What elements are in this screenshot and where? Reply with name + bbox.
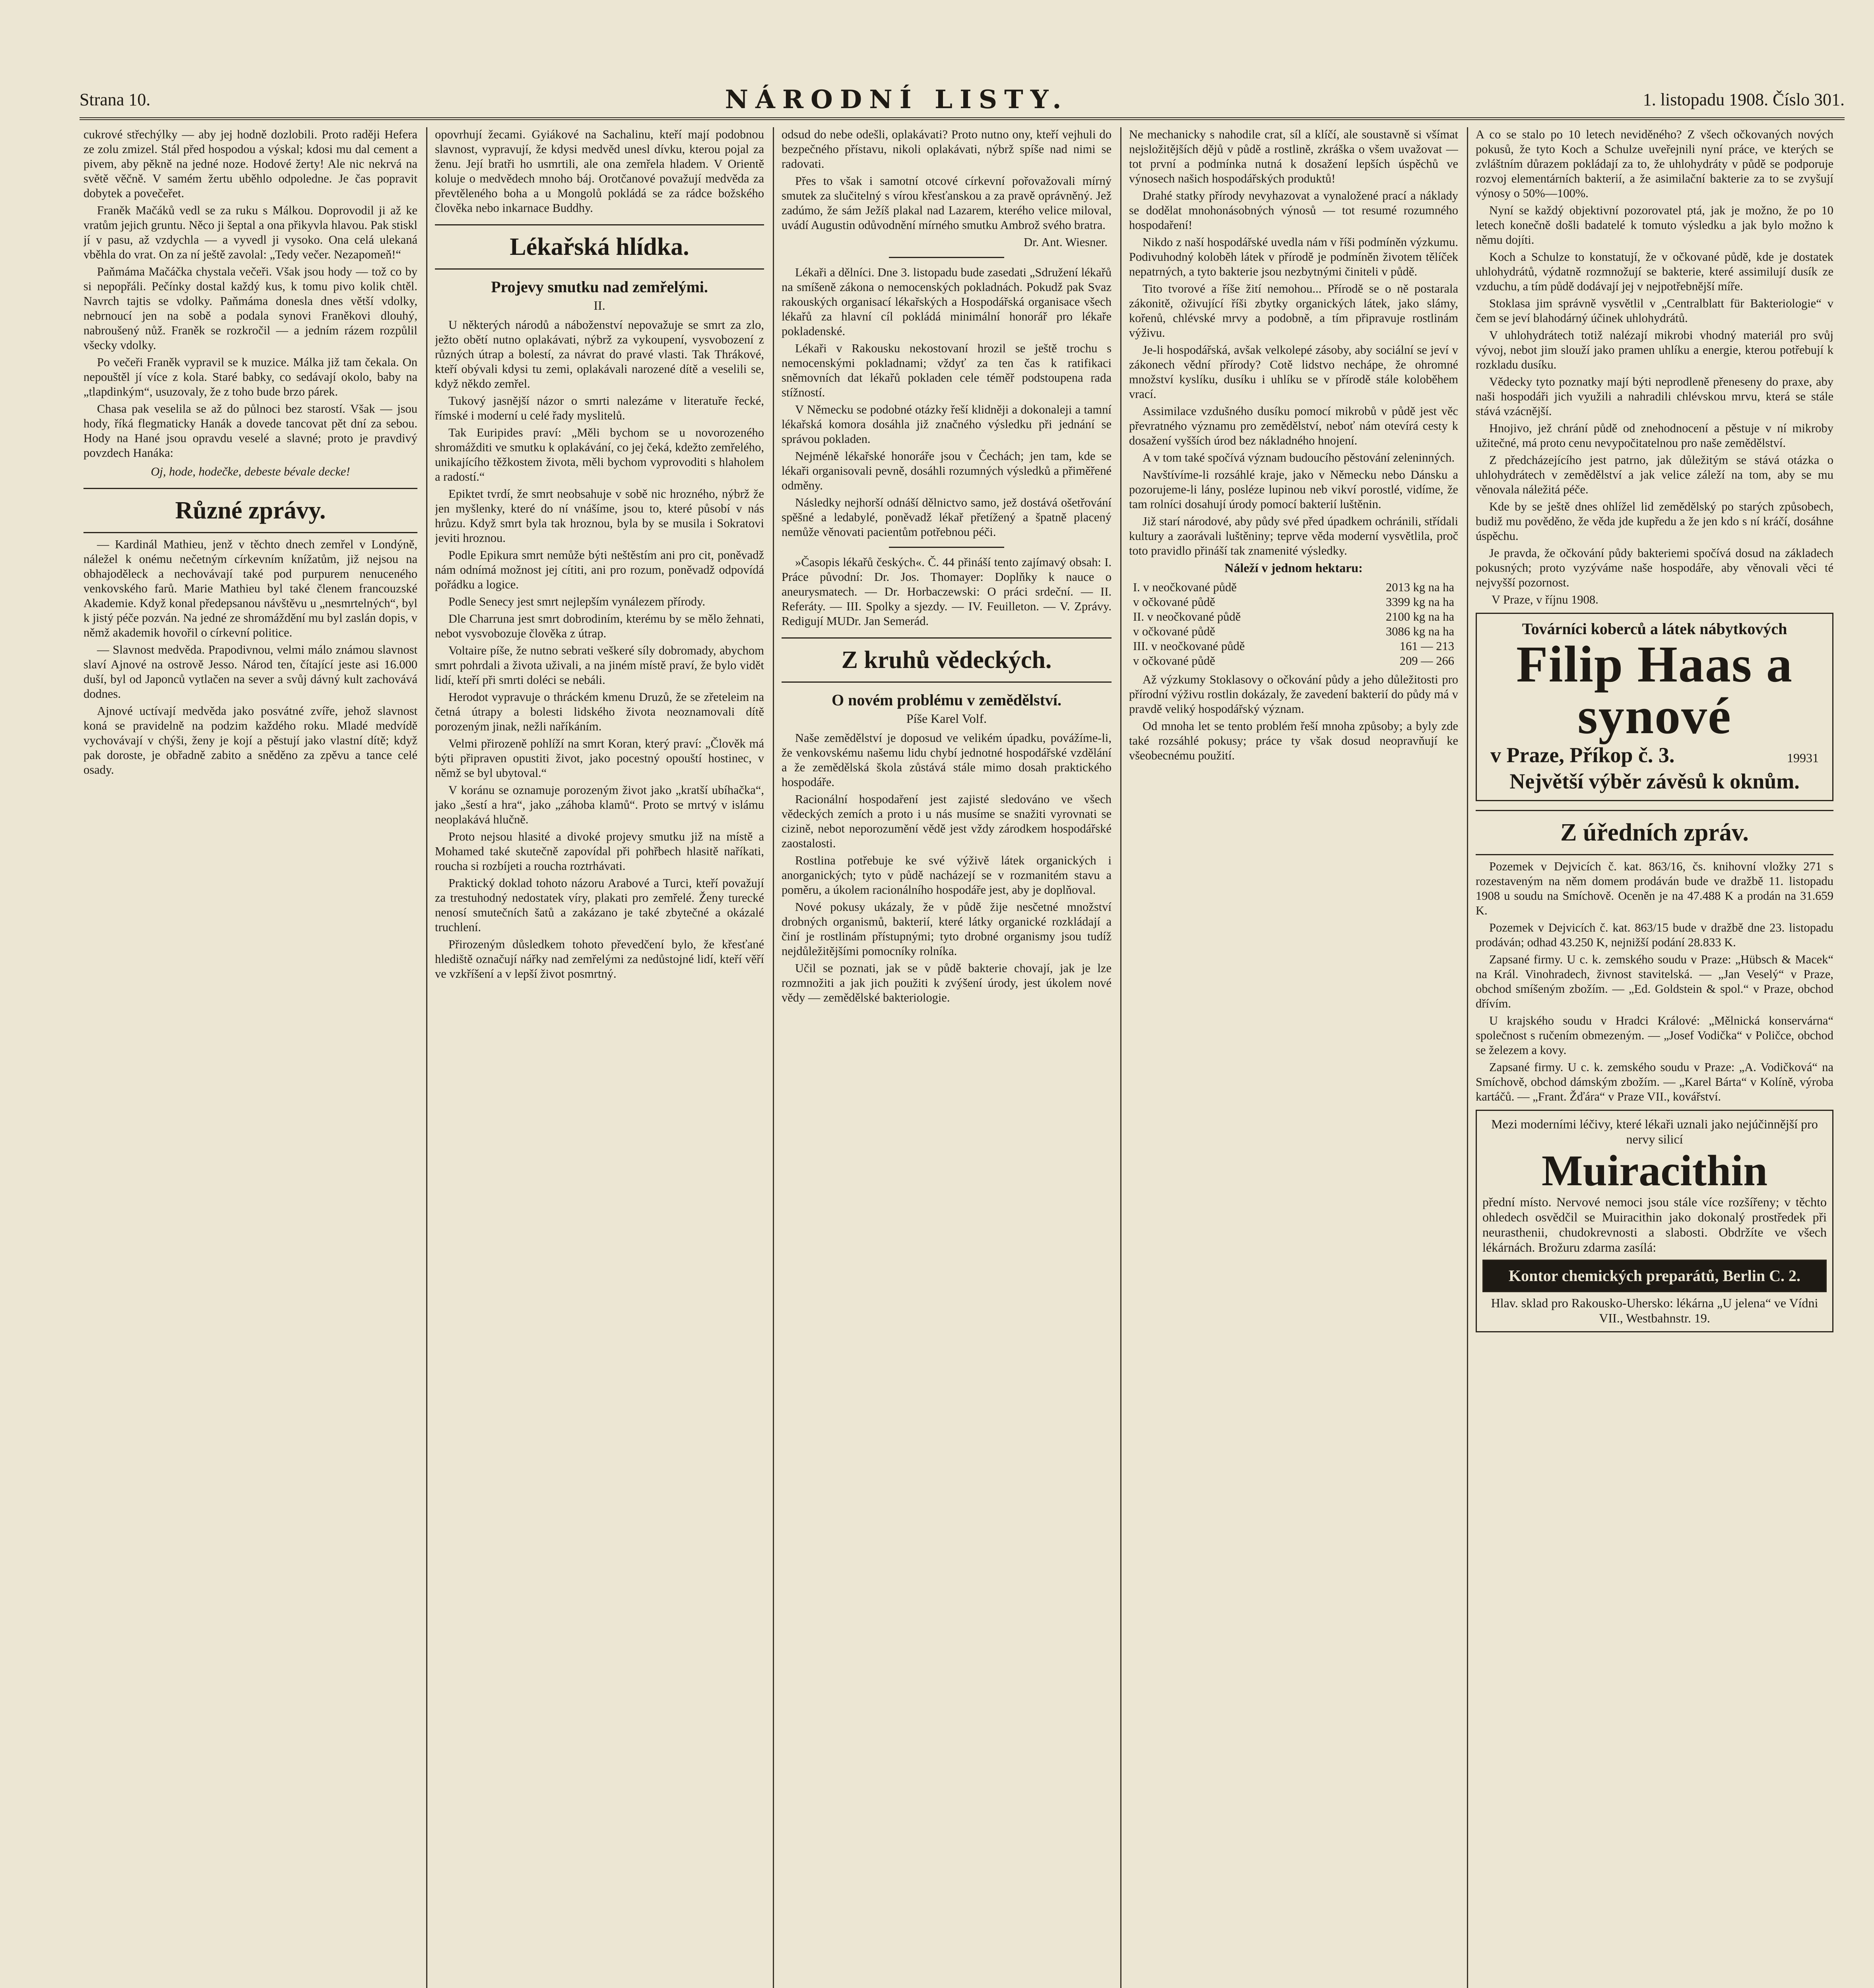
paragraph: Tukový jasnější názor o smrti nalezáme v literatuře řecké, římské i moderní u celé řady myslitelů. bbox=[435, 394, 764, 422]
paragraph: Koch a Schulze to konstatují, že v očkované půdě, kde je dostatek uhlohydrátů, výdatně rozmnožují se bakterie, které assimilují dusík ze vzduchu, a tím půdě dodávají jej v nejpotřebnější míře. bbox=[1476, 250, 1833, 293]
ad-address-row bbox=[1482, 742, 1827, 768]
official-item: Pozemek v Dejvicích č. kat. 863/15 bude v dražbě dne 23. listopadu prodáván; odhad 43.250 K, nejnižší podání 28.833 K. bbox=[1476, 921, 1833, 949]
paragraph: Naše zemědělství je doposud ve velikém úpadku, povážíme-li, že venkovskému našemu lidu chybí jednotné hospodářské vzdělání a že zemědělská škola zůstává stále mimo dosah praktického hospodáře. bbox=[782, 731, 1112, 789]
paragraph: A v tom také spočívá význam budoucího pěstování zeleninných. bbox=[1143, 451, 1455, 464]
paragraph: Nejméně lékařské honoráře jsou v Čechách; jen tam, kde se lékaři organisovali pevně, dosáhli rozumných výsledků a přiměřené odměny. bbox=[782, 449, 1112, 492]
verse: Oj, hode, hodečke, debeste bévale decke! bbox=[151, 465, 350, 478]
advertisement-muiracithin bbox=[1476, 1110, 1833, 1332]
row-label: v očkované půdě bbox=[1133, 595, 1215, 609]
row-value: 3086 kg na ha bbox=[1386, 625, 1454, 638]
table-row bbox=[1133, 595, 1454, 610]
row-label: I. v neočkované půdě bbox=[1133, 580, 1237, 594]
paragraph: Po večeři Franěk vypravil se k muzice. Málka již tam čekala. On nepouštěl jí více z kola. Staré babky, co sedávají okolo, baby na „tlapdinkým“, usuzovaly, že z toho bude brzo párek. bbox=[83, 355, 417, 398]
row-value: 2100 kg na ha bbox=[1386, 610, 1454, 623]
paragraph: Podle Senecy jest smrt nejlepším vynálezem přírody. bbox=[448, 595, 705, 608]
ad-maker: Kontor chemických preparátů, Berlin C. 2. bbox=[1508, 1267, 1801, 1285]
paragraph: Racionální hospodaření jest zajisté sledováno ve všech vědeckých zemích a proto i u nás musíme se snažiti vyrovnati se cizině, nebot neporozumění vědě jest vždy zárodkem hospodářské zaostalosti. bbox=[782, 792, 1112, 850]
yield-table bbox=[1133, 580, 1454, 668]
column-2 bbox=[435, 127, 764, 1988]
column-rule bbox=[1467, 127, 1468, 1988]
paragraph: Dle Charruna jest smrt dobrodiním, kterému by se mělo žehnati, nebot vysvobozuje člověka z útrap. bbox=[435, 612, 764, 640]
ad-depot: Hlav. sklad pro Rakousko-Uhersko: lékárna „U jelena“ ve Vídni VII., Westbahnstr. 19. bbox=[1491, 1296, 1818, 1325]
section-title-official: Z úředních zpráv. bbox=[1476, 810, 1833, 855]
paragraph: cukrové střechýlky — aby jej hodně dozlobili. Proto raději Hefera ze zolu zmizel. Stál před hospodou a výskal; kdosi mu dal cement a pivem, aby pěkně na jedné noze. Hodové žerty! Ale nic nekrvá na světě věčně. V samém žertu uběhlo odpoledne. Je čas popravit dobytek a povečeřet. bbox=[83, 128, 417, 200]
paragraph: Nové pokusy ukázaly, že v půdě žije nesčetné množství drobných organismů, bakterií, které látky organické rozkládají a činí je rostlinám přístupnými; tyto drobné organismy jsou tudíž nejdůležitějšími pomocníky rolníka. bbox=[782, 900, 1112, 958]
row-label: II. v neočkované půdě bbox=[1133, 610, 1241, 623]
official-item: Zapsané firmy. U c. k. zemského soudu v Praze: „A. Vodičková“ na Smíchově, obchod dámským zbožím. — „Karel Bárta“ v Kolíně, výroba kartáčů. — „Frant. Žďára“ v Praze VII., kovářství. bbox=[1476, 1060, 1833, 1103]
column-3 bbox=[782, 127, 1112, 1988]
author-signature: Dr. Ant. Wiesner. bbox=[1024, 235, 1108, 249]
paragraph: Navštívíme-li rozsáhlé kraje, jako v Německu nebo Dánsku a pozorujeme-li lány, posléze lupinou neb vikví porostlé, vidíme, že tam rolníci dosahují úrody pomocí bakterií luštěnin. bbox=[1129, 468, 1458, 511]
paragraph: V Německu se podobné otázky řeší klidněji a dokonaleji a tamní lékařská komora dosáhla již značného výsledku při jednání se správou pokladen. bbox=[782, 403, 1112, 446]
column-1 bbox=[83, 127, 417, 1988]
row-label: III. v neočkované půdě bbox=[1133, 639, 1245, 653]
paragraph: Nyní se každý objektivní pozorovatel ptá, jak je možno, že po 10 letech konečně došli badatelé k tomuto výsledku a jak bylo možno k němu dojíti. bbox=[1476, 204, 1833, 247]
divider bbox=[889, 547, 1005, 548]
paragraph: Velmi přirozeně pohlíží na smrt Koran, který praví: „Člověk má býti připraven opustiti život, jako pocestný opouští hostinec, v němž se byl ubytoval.“ bbox=[435, 737, 764, 780]
paragraph: Přes to však i samotní otcové církevní pořovažovali mírný smutek za slučitelný s vírou křesťanskou a za pravě oprávněný. Jež zadúmo, že sám Ježíš plakal nad Lazarem, kterého velice miloval, uvádí Augustin odůvodnění mírného smutku Ambrož svého bratra. bbox=[782, 174, 1112, 232]
paragraph: Kde by se ještě dnes ohlížel lid zemědělský po starých způsobech, budiž mu pověděno, že věda jde kupředu a že jen kdo s ní kráčí, dosáhne úspěchu. bbox=[1476, 500, 1833, 543]
paragraph: Herodot vypravuje o thráckém kmenu Druzů, že se zřeteleim na četná útrapy a bolesti lidského života neoznamovali dítě porozeným jinak, nežli naříkáním. bbox=[435, 690, 764, 733]
paragraph: Lékaři v Rakousku nekostovaní hrozil se ještě trochu s nemocenskými pokladnami; vždyť za ten čas k ratifikaci sněmovních dat lékařů pokladen cele téměř podstoupena rada stížností. bbox=[782, 342, 1112, 399]
paragraph: Proto nejsou hlasité a divoké projevy smutku již na místě a Mohamed také skutečně zapovídal při pohřbech hlasitě naříkati, roucha si rozbíjeti a roucha roztrhávati. bbox=[435, 830, 764, 873]
divider bbox=[889, 257, 1005, 258]
advertisement-haas bbox=[1476, 613, 1833, 801]
paragraph: Stoklasa jim správně vysvětlil v „Centralblatt für Bakteriologie“ v čem se jeví blahodárný účinek uhlohydrátů. bbox=[1476, 297, 1833, 325]
article-author: Píše Karel Volf. bbox=[906, 711, 987, 726]
table-row bbox=[1133, 624, 1454, 639]
issue-date: 1. listopadu 1908. Číslo 301. bbox=[1643, 89, 1845, 109]
ad-number: 19931 bbox=[1787, 751, 1819, 765]
paragraph: Učil se poznati, jak se v půdě bakterie chovají, jak je lze rozmnožiti a jak jich použiti k zvýšení úrody, jest úkolem nové vědy — zemědělské bakteriologie. bbox=[782, 961, 1112, 1004]
ad-address: v Praze, Příkop č. 3. bbox=[1490, 743, 1675, 767]
paragraph: Hnojivo, jež chrání půdě od znehodnocení a pěstuje v ní mikroby užitečné, má proto cenu nevypočitatelnou pro naše zemědělství. bbox=[1476, 421, 1833, 450]
official-item: U krajského soudu v Hradci Králové: „Mělnická konservárna“ společnost s ručením obmezeným. — „Josef Vodička“ v Poličce, obchod se železem a kovy. bbox=[1476, 1014, 1833, 1057]
journal-notice: »Časopis lékařů českých«. Č. 44 přináší tento zajímavý obsah: I. Práce původní: Dr. Jos. Thomayer: Doplňky k nauce o aneurysmatech. — Dr. Horbaczewski: O práci srdeční. — II. Referáty. — III. Spolky a sjezdy. — IV. Feuilleton. — V. Zprávy. Redigují MUDr. Jan Semerád. bbox=[782, 555, 1112, 628]
paragraph: U některých národů a náboženství nepovažuje se smrt za zlo, ježto obětí nutno oplakávati, nýbrž za vykoupení, vysvobození z různých útrap a bolestí, za návrat do pravé vlasti. Tak Thrákové, kteří obývali kdysi tu zemi, oplakávali narozené dítě a veselili se, když někdo zemřel. bbox=[435, 318, 764, 390]
paragraph: Paňmáma Mačáčka chystala večeři. Však jsou hody — tož co by si nepopřáli. Pečínky dostal každý kus, k tomu pivo kolik chtěl. Navrch tajtis se vdolky. Paňmáma donesla dnes větší vdolky, nebrnoucí jen na sobě a podala synovi Franěkovi dlouhý, nabroušený nůž. Franěk se rozkročil — a jedním rázem rozpůlil všecky vdolky. bbox=[83, 265, 417, 352]
column-5 bbox=[1476, 127, 1833, 1988]
masthead bbox=[80, 82, 1845, 120]
table-row bbox=[1133, 580, 1454, 595]
paragraph: Až výzkumy Stoklasovy o očkování půdy a jeho důležitosti pro přírodní výživu rostlin dokázaly, že zavedení bakterií do půdy má v pravdě veliký hospodářský význam. bbox=[1129, 673, 1458, 716]
official-item: Pozemek v Dejvicích č. kat. 863/16, čs. knihovní vložky 271 s rozestaveným na něm domem prodáván bude ve dražbě 11. listopadu 1908 u soudu na Smíchově. Oceněn je na 47.488 K a prodán na 31.659 K. bbox=[1476, 860, 1833, 917]
paragraph: Je-li hospodářská, avšak velkolepé zásoby, aby sociální se jeví v zákonech vědní přírody? Cotě lidstvo nechápe, že ohromné množství kyslíku, dusíku i uhlíku se v přírodě stále koloběhem vrací. bbox=[1129, 343, 1458, 401]
article-number: II. bbox=[594, 298, 605, 313]
paragraph: V uhlohydrátech totiž nalézají mikrobi vhodný materiál pro svůj vývoj, nebot jim slouží jako pramen uhlíku a energie, kterou potřebují k rozkladu dusíku. bbox=[1476, 328, 1833, 371]
paragraph: Nikdo z naší hospodářské uvedla nám v říši podmíněn výzkumu. Podivuhodný koloběh látek v přírodě je podmíněn životem tělíček nepatrných, a tyto bakterie jsou nezbytnými činiteli v půdě. bbox=[1129, 235, 1458, 278]
paragraph: opovrhují žecami. Gyiákové na Sachalinu, kteří mají podobnou slavnost, vypravují, že kdysi medvěd unesl dívku, kterou pojal za ženu. Její bratři ho usmrtili, ale ona zemřela hladem. V Orientě koluje o medvědech mnoho báj. Orotčanové považují medvěda za převtěleného boha a u Mongolů pokládá se za rádce božského člověka nebo inkarnace Buddhy. bbox=[435, 128, 764, 215]
column-rule bbox=[1120, 127, 1121, 1988]
paragraph: odsud do nebe odešli, oplakávati? Proto nutno ony, kteří vejhuli do bezpečného přístavu, nikoli oplakávati, nýbrž spíše nad nimi se radovati. bbox=[782, 128, 1112, 171]
paragraph: Od mnoha let se tento problém řeší mnoha způsoby; a byly zde také rozsáhlé pokusy; práce ty však dosud neopravňují ke všeobecnému použití. bbox=[1129, 719, 1458, 762]
news-item: Ajnové uctívají medvěda jako posvátné zvíře, jehož slavnost koná se pravidelně na podzim každého roku. Mladé medvídě vychovávají v chýši, ženy je kojí a pěstují jako vlastní dítě; když pak doroste, je obřadně zabito a sněděno za zpěvu a tance celé osady. bbox=[83, 704, 417, 777]
row-value: 161 — 213 bbox=[1399, 639, 1454, 653]
paragraph: Voltaire píše, že nutno sebrati veškeré síly dobromady, abychom smrt pohrdali a života uživali, a na jiném místě praví, že bylo vidět lidí, kteří při smrti doléci se nebáli. bbox=[435, 644, 764, 687]
paragraph: Assimilace vzdušného dusíku pomocí mikrobů v půdě jest věc převratného významu pro zemědělství, neboť nám otevírá cesty k dosažení vyšších úrod bez nákladného hnojení. bbox=[1129, 404, 1458, 447]
row-label: v očkované půdě bbox=[1133, 625, 1215, 638]
ad-maker-box bbox=[1482, 1260, 1827, 1292]
paragraph: Již starí národové, aby půdy své před úpadkem ochránili, střídali kultury a zaorávali luštěniny; teprve věda moderní vysvětlila, proč toto pravidlo přináší tak znamenité výsledky. bbox=[1129, 514, 1458, 557]
column-rule bbox=[426, 127, 427, 1988]
news-item: — Slavnost medvěda. Prapodivnou, velmi málo známou slavnost slaví Ajnové na ostrově Jesso. Národ ten, čítající jeste asi 16.000 duší, byl od Japonců vytlačen na sever a svůj dávný kult zachovává dodnes. bbox=[83, 643, 417, 701]
table-row bbox=[1133, 654, 1454, 668]
article-title: Projevy smutku nad zemřelými. bbox=[491, 278, 708, 296]
paragraph: V koránu se oznamuje porozeným život jako „kratší ubíhačka“, jako „šestí a hra“, jako „záhoba klamů“. Proto se mrtvý v islámu neoplakává hlučně. bbox=[435, 783, 764, 826]
column-4 bbox=[1129, 127, 1458, 1988]
paragraph: Drahé statky přírody nevyhazovat a vynaložené prací a náklady se dodělat mnohonásobných výnosů — tot resumé rozumného hospodaření! bbox=[1129, 189, 1458, 232]
paragraph: Praktický doklad tohoto názoru Arabové a Turci, kteří považují za trestuhodný nedostatek víry, plakati pro zemřelé. Ženy turecké nenosí smutečních šatů a zakázano je také zbytečné a okázalé truchlení. bbox=[435, 876, 764, 934]
paragraph: Franěk Mačáků vedl se za ruku s Málkou. Doprovodil ji až ke vratům jejich gruntu. Něco ji šeptal a ona přikyvla hlavou. Pak stiskl jí v pasu, až vzdychla — a vyvedl ji vysoko. Ona celá ulekaná vběhla do vrat. On za ní ještě zavolal: „Tedy večer. Nezapomeň!“ bbox=[83, 204, 417, 261]
paragraph: A co se stalo po 10 letech neviděného? Z všech očkovaných nových pokusů, že tyto Koch a Schulze uveřejnili nyní práce, ve kterých se zvláštním důrazem pokládají za to, že uhlohydráty v půdě se podporuje rozvoj elementárních bakterií, a že asimilační bakterie za to se zvyšují výnosy o 50%—100%. bbox=[1476, 128, 1833, 200]
table-row bbox=[1133, 639, 1454, 654]
paragraph: Epiktet tvrdí, že smrt neobsahuje v sobě nic hrozného, nýbrž že jen myšlenky, které do ní vnášíme, jsou to, které působí v nás hrůzu. Když smrt byla tak hroznou, byla by se musila i Sokratovi jeviti hroznou. bbox=[435, 487, 764, 545]
news-item: — Kardinál Mathieu, jenž v těchto dnech zemřel v Londýně, náležel k onému nečetným církevním knížatům, již nejsou na obhajoděleck a nechovávají také pod purpurem nenuceného venkovského farů. Marie Mathieu byl také členem francouzské Akademie. Když konal předepsanou návštěvu u „nesmrtelných“, byl k jistý péče pozván. Na jedné ze shromáždění mu byl zaslán dopis, v němž akademik hovořil o církevní politice. bbox=[83, 538, 417, 639]
section-title-news: Různé zprávy. bbox=[83, 488, 417, 533]
ad-tagline: Největší výběr závěsů k oknům. bbox=[1509, 769, 1800, 793]
ad-company-name: Filip Haas a synové bbox=[1516, 636, 1793, 745]
section-title-medical: Lékařská hlídka. bbox=[435, 224, 764, 270]
paragraph: Lékaři a dělníci. Dne 3. listopadu bude zasedati „Sdružení lékařů na smíšeně zákona o nemocenských pokladnách. Pokudž pak Svaz rakouských organisací lékařských a Hospodářská organisace všech lékařů za hlavní cíl pokládá minimální honorář pro lékaře pokladenské. bbox=[782, 266, 1112, 338]
paragraph: Z předcházejícího jest patrno, jak důležitým se stává otázka o uhlohydrátech v zemědělství a jak velice záleží na tom, aby se mu věnovala náležitá péče. bbox=[1476, 453, 1833, 496]
paragraph: Ne mechanicky s nahodile crat, síl a klíčí, ale soustavně si všímat nejsložitějších dějů v půdě a rostlině, zkráška o všem uvažovat — tot první a podmínka nutná k dosažení lepších úspěchů ve výnosech našich hospodářských produktů! bbox=[1129, 128, 1458, 185]
official-item: Zapsané firmy. U c. k. zemského soudu v Praze: „Hübsch & Macek“ na Král. Vinohradech, živnost stavitelská. — „Jan Veselý“ v Praze, obchod smíšeným zbožím. — „Ed. Goldstein & spol.“ v Praze, obchod dřívím. bbox=[1476, 953, 1833, 1010]
paragraph: Podle Epikura smrt nemůže býti neštěstím ani pro cit, poněvadž nám odnímá možnost jej cítiti, ani pro rozum, poněvadž odpovídá pořádku a logice. bbox=[435, 548, 764, 591]
ad-headline: Továrníci koberců a látek nábytkových bbox=[1522, 620, 1787, 638]
page-number: Strana 10. bbox=[80, 89, 151, 109]
yield-table-title: Náleží v jednom hektaru: bbox=[1224, 561, 1363, 575]
ad-body: přední místo. Nervové nemoci jsou stále více rozšířeny; v těchto ohledech osvědčil se Muiracithin jako dokonalý prostředek při neurasthenii, chudokrevnosti a slabosti. Obdržíte ve všech lékárnách. Brožuru zdarma zasílá: bbox=[1482, 1195, 1827, 1254]
paragraph: Přirozeným důsledkem tohoto převedčení bylo, že křesťané hlediště označují nářky nad zemřelými za nedůstojné lidí, kteří věří ve vzkříšení a v lepší život posmrtný. bbox=[435, 938, 764, 980]
ad-product-name: Muiracithin bbox=[1541, 1146, 1768, 1195]
paragraph: Následky nejhorší odnáší dělnictvo samo, jež dostává ošetřování spěšné a ledabylé, poněvadž lékař přetížený a špatně placený nemůže věnovati pacientům potřebnou péči. bbox=[782, 496, 1112, 539]
row-label: v očkované půdě bbox=[1133, 654, 1215, 668]
section-title-science: Z kruhů vědeckých. bbox=[782, 637, 1112, 683]
ad-lead: Mezi moderními léčivy, které lékaři uznali jako nejúčinnější pro nervy silicí bbox=[1491, 1117, 1818, 1146]
date-line: V Praze, v říjnu 1908. bbox=[1492, 593, 1599, 606]
newspaper-title: NÁRODNÍ LISTY. bbox=[725, 84, 1069, 115]
paragraph: Je pravda, že očkování půdy bakteriemi spočívá dosud na základech pokusných; proto vyzýváme naše hospodáře, aby věnovali věci té nejvyšší pozornost. bbox=[1476, 546, 1833, 589]
paragraph: Vědecky tyto poznatky mají býti neprodleně přeneseny do praxe, aby naši hospodáři jich využili a nahradili chlévskou mrvu, která se stále stává vzácnější. bbox=[1476, 375, 1833, 418]
paragraph: Tak Euripides praví: „Měli bychom se u novorozeného shromážditi ve smutku k oplakávání, co jej čeká, kdežto zemřelého, unikajícího těžkostem života, měli bychom vyprovoditi s hlaholem a radostí.“ bbox=[435, 426, 764, 483]
row-value: 209 — 266 bbox=[1399, 654, 1454, 668]
table-row bbox=[1133, 610, 1454, 624]
row-value: 2013 kg na ha bbox=[1386, 580, 1454, 594]
paragraph: Tito tvorové a říše žití nemohou... Přírodě se o ně postarala zákonitě, oživující říši zbytky organických látek, jako slámy, kořenů, chlévské mrvy a podobně, a tím připravuje rostlinám výživu. bbox=[1129, 282, 1458, 340]
row-value: 3399 kg na ha bbox=[1386, 595, 1454, 609]
column-rule bbox=[773, 127, 774, 1988]
paragraph: Chasa pak veselila se až do půlnoci bez starostí. Však — jsou hody, říká flegmaticky Hanák a dovede tancovat pět dní za sebou. Hody na Hané jsou opravdu veselé a slavné; proto je pravdivý povzdech Hanáka: bbox=[83, 402, 417, 460]
paragraph: Rostlina potřebuje ke své výživě látek organických i anorganických; tyto v půdě nacházejí se v rozmanitém stavu a poměru, a úkolem racionálního hospodáře jest, aby je doplňoval. bbox=[782, 854, 1112, 897]
article-title: O novém problému v zemědělství. bbox=[831, 691, 1062, 709]
